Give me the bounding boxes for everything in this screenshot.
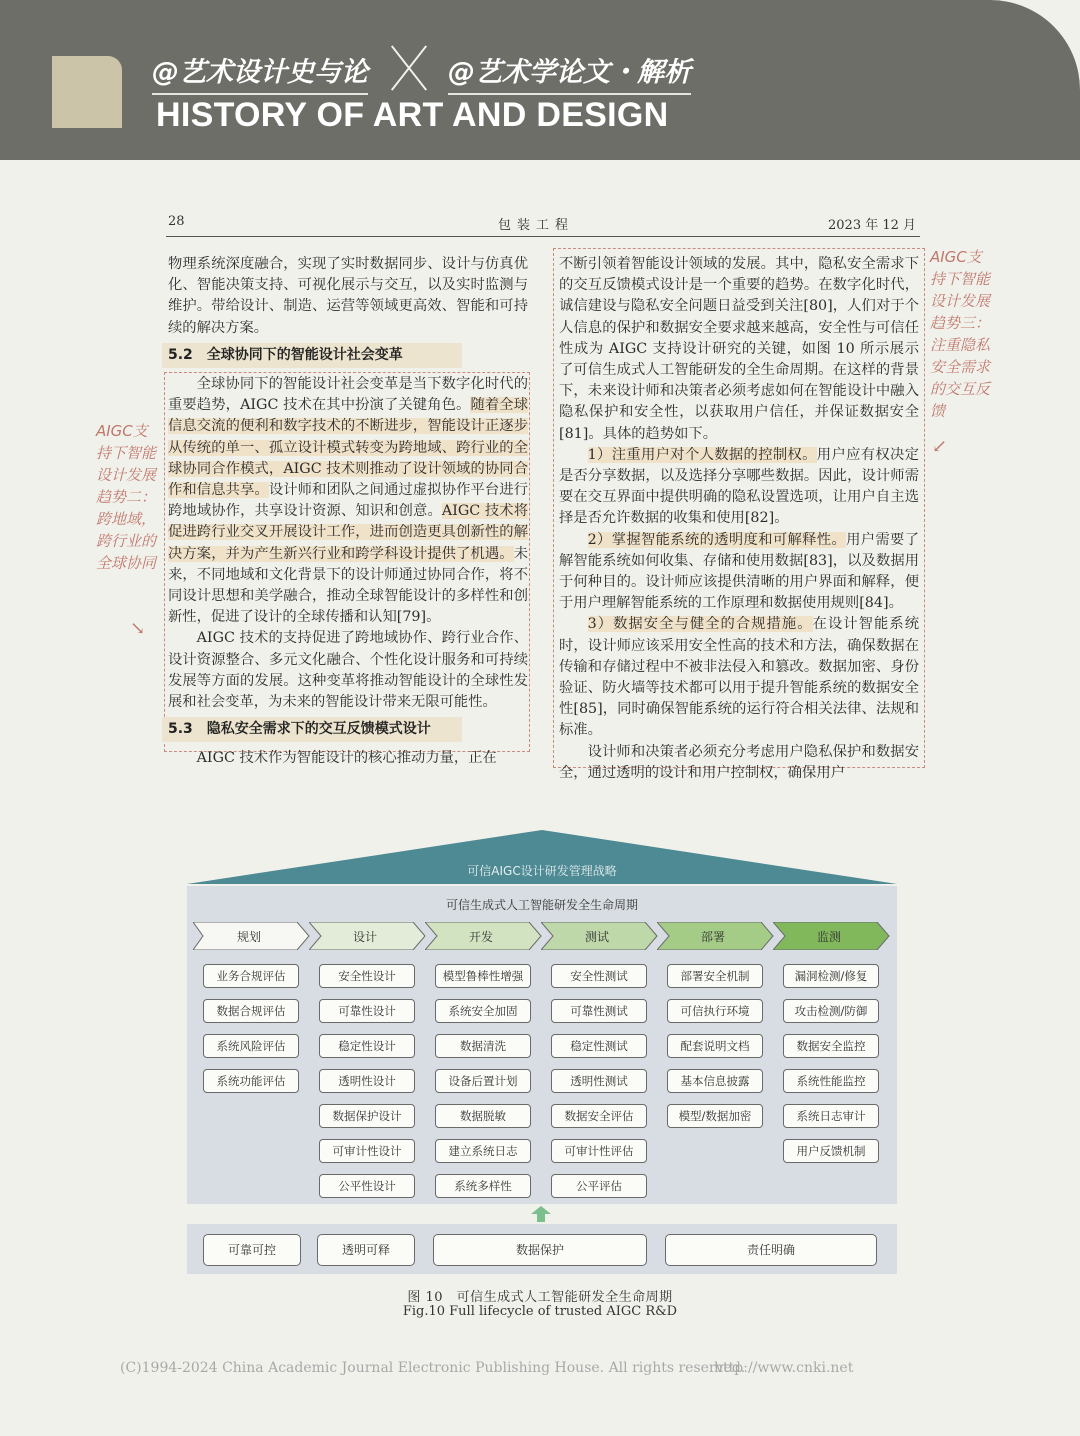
lifecycle-task-box: 用户反馈机制	[783, 1139, 879, 1163]
page-number: 28	[168, 214, 185, 229]
lifecycle-task-box: 数据清洗	[435, 1034, 531, 1058]
text-run: 在设计智能系统时，设计师应该采用安全性高的技术和方法，确保数据在传输和存储过程中不被非法侵入和篡改。数据加密、身份验证、防火墙等技术都可以用于提升智能系统的数据安全性[85]，同时确保智能系统的运行符合相关法律、法规和标准。	[559, 616, 919, 739]
paragraph: AIGC 技术作为智能设计的核心推动力量，正在	[196, 750, 497, 767]
principle-transparent: 透明可释	[317, 1234, 415, 1266]
right-column	[559, 254, 919, 784]
stage-6	[773, 922, 891, 950]
lifecycle-task-box: 稳定性测试	[551, 1034, 647, 1058]
text-run: 未来，不同地域和文化背景下的设计师通过协同合作，将不同设计思想和美学融合，推动全球智能设计的多样性和创新性，促进了设计的全球传播和认知[79]。	[168, 545, 528, 626]
paragraph: 设计师和决策者必须充分考虑用户隐私保护和数据安全，通过透明的设计和用户控制权，确保用户	[559, 743, 919, 781]
lifecycle-task-box: 业务合规评估	[203, 964, 299, 988]
lifecycle-task-box: 可信执行环境	[667, 999, 763, 1023]
paragraph: 物理系统深度融合，实现了实时数据同步、设计与仿真优化、智能决策支持、可视化展示与交互，以及实时监测与维护。带给设计、制造、运营等领域更高效、智能和可持续的解决方案。	[168, 256, 528, 336]
handwritten-note-left: AIGC支持下智能设计发展趋势二：跨地域，跨行业的全球协同	[96, 422, 157, 572]
stage-5	[657, 922, 775, 950]
paragraph: AIGC 技术的支持促进了跨地域协作、跨行业合作、设计资源整合、多元文化融合、个性化设计服务和可持续发展等方面的发展。这种变革将推动智能设计的全球性发展和社会变革，为未来的智能设计带来无限可能性。	[168, 630, 528, 711]
lifecycle-task-box: 系统风险评估	[203, 1034, 299, 1058]
text-run: 设计师和团队之间通过虚拟协作平台进行跨地域协作，共享设计资源、知识和创意。	[168, 482, 529, 520]
stage-3	[425, 922, 543, 950]
lifecycle-task-box: 配套说明文档	[667, 1034, 763, 1058]
highlighted-text: 3）数据安全与健全的合规措施。	[587, 616, 813, 633]
principle-reliable: 可靠可控	[203, 1234, 301, 1266]
highlighted-text: 1）注重用户对个人数据的控制权。	[587, 446, 817, 463]
lifecycle-task-box: 安全性测试	[551, 964, 647, 988]
lifecycle-task-box: 公平评估	[551, 1174, 647, 1198]
lifecycle-task-box: 数据脱敏	[435, 1104, 531, 1128]
account-tag-left: @艺术设计史与论	[152, 50, 368, 95]
copyright-notice: (C)1994-2024 China Academic Journal Electronic Publishing House. All rights reserved.	[120, 1360, 746, 1376]
figure-caption-en: Fig.10 Full lifecycle of trusted AIGC R&D	[402, 1304, 678, 1319]
banner-title: HISTORY OF ART AND DESIGN	[156, 96, 669, 134]
lifecycle-task-box: 建立系统日志	[435, 1139, 531, 1163]
cross-icon	[388, 44, 432, 92]
lifecycle-task-box: 可审计性设计	[319, 1139, 415, 1163]
figure-10	[187, 828, 897, 1274]
lifecycle-task-box: 基本信息披露	[667, 1069, 763, 1093]
lifecycle-task-box: 公平性设计	[319, 1174, 415, 1198]
arrow-icon: ↙	[932, 436, 948, 457]
lifecycle-task-box: 可靠性设计	[319, 999, 415, 1023]
section-heading-5-2: 5.2 全球协同下的智能设计社会变革	[162, 343, 462, 368]
stage-label: 开发	[468, 930, 493, 944]
strategy-title: 可信AIGC设计研发管理战略	[467, 864, 617, 878]
lifecycle-task-box: 攻击检测/防御	[783, 999, 879, 1023]
stage-1	[193, 922, 311, 950]
lifecycle-task-box: 系统性能监控	[783, 1069, 879, 1093]
up-arrow-icon	[531, 1206, 551, 1222]
arrow-icon: ↘	[130, 618, 146, 639]
text-run: 用户应有权决定是否分享数据，以及选择分享哪些数据。因此，设计师需要在交互界面中提供明确的隐私设置选项，让用户自主选择是否允许数据的收集和使用[82]。	[559, 446, 919, 527]
cnki-url: http://www.cnki.net	[714, 1360, 854, 1376]
highlighted-text: 2）掌握智能系统的透明度和可解释性。	[587, 531, 847, 548]
stage-label: 规划	[236, 930, 261, 944]
lifecycle-task-box: 数据安全监控	[783, 1034, 879, 1058]
principle-data-protection: 数据保护	[433, 1234, 647, 1266]
lifecycle-task-box: 数据保护设计	[319, 1104, 415, 1128]
header-rule	[166, 236, 920, 237]
list-item	[559, 614, 919, 741]
banner-logo-block	[52, 56, 122, 128]
list-item	[559, 530, 919, 615]
figure-caption-cn: 图 10 可信生成式人工智能研发全生命周期	[407, 1290, 673, 1305]
lifecycle-task-box: 安全性设计	[319, 964, 415, 988]
lifecycle-title: 可信生成式人工智能研发全生命周期	[445, 898, 638, 912]
account-tag-right: @艺术学论文・解析	[448, 50, 691, 95]
lifecycle-task-box: 系统日志审计	[783, 1104, 879, 1128]
list-item	[559, 445, 919, 530]
lifecycle-task-box: 可靠性测试	[551, 999, 647, 1023]
lifecycle-task-box: 系统安全加固	[435, 999, 531, 1023]
lifecycle-task-box: 可审计性评估	[551, 1139, 647, 1163]
lifecycle-task-box: 数据合规评估	[203, 999, 299, 1023]
handwritten-note-right: AIGC支持下智能设计发展趋势三：注重隐私安全需求的交互反馈	[930, 248, 991, 420]
lifecycle-task-box: 模型/数据加密	[667, 1104, 763, 1128]
lifecycle-task-box: 设备后置计划	[435, 1069, 531, 1093]
left-column	[168, 254, 528, 770]
section-heading-5-3: 5.3 隐私安全需求下的交互反馈模式设计	[162, 717, 462, 742]
stage-row	[193, 922, 893, 952]
lifecycle-task-box: 稳定性设计	[319, 1034, 415, 1058]
lifecycle-task-box: 漏洞检测/修复	[783, 964, 879, 988]
lifecycle-task-box: 透明性测试	[551, 1069, 647, 1093]
lifecycle-task-box: 透明性设计	[319, 1069, 415, 1093]
stage-label: 部署	[700, 930, 725, 944]
lifecycle-task-box: 系统功能评估	[203, 1069, 299, 1093]
journal-name: 包装工程	[498, 218, 575, 233]
stage-label: 测试	[584, 930, 609, 944]
stage-2	[309, 922, 427, 950]
stage-label: 监测	[816, 930, 841, 944]
text-run: 全球协同下的智能设计社会变革是当下数字化时代的重要趋势，AIGC 技术在其中扮演了关键角色。	[168, 376, 528, 414]
principle-accountability: 责任明确	[665, 1234, 877, 1266]
paragraph	[168, 374, 528, 628]
issue-date: 2023 年 12 月	[828, 218, 917, 233]
text-run: 用户需要了解智能系统如何收集、存储和使用数据[83]，以及数据用于何种目的。设计师应该提供清晰的用户界面和解释，便于用户理解智能系统的工作原理和数据使用规则[84]。	[559, 531, 919, 612]
lifecycle-task-box: 系统多样性	[435, 1174, 531, 1198]
highlighted-text: AIGC 技术将促进跨行业交叉开展设计工作，进而创造更具创新性的解决方案，并为产生新兴行业和跨学科设计提供了机遇。	[168, 503, 528, 562]
lifecycle-task-box: 模型鲁棒性增强	[435, 964, 531, 988]
stage-label: 设计	[352, 930, 377, 944]
paragraph: 不断引领着智能设计领域的发展。其中，隐私安全需求下的交互反馈模式设计是一个重要的趋势。在数字化时代，诚信建设与隐私安全问题日益受到关注[80]，人们对于个人信息的保护和数据安全要求越来越高，安全性与可信任性成为 AIGC 支持设计研究的关键，如图 10 所示展示了可信生成式人工智能研发的全生命周期。在这样的背景下，未来设计师和决策者必须考虑如何在智能设计中融入隐私保护和安全性，以获取用户信任，并保证数据安全[81]。具体的趋势如下。	[559, 256, 919, 442]
stage-4	[541, 922, 659, 950]
lifecycle-task-box: 数据安全评估	[551, 1104, 647, 1128]
lifecycle-task-box: 部署安全机制	[667, 964, 763, 988]
highlighted-text: 随着全球信息交流的便利和数字技术的不断进步，智能设计正逐步从传统的单一、孤立设计模式转变为跨地域、跨行业的全球协同合作模式，AIGC 技术则推动了设计领域的协同合作和信息共享。	[168, 397, 529, 499]
